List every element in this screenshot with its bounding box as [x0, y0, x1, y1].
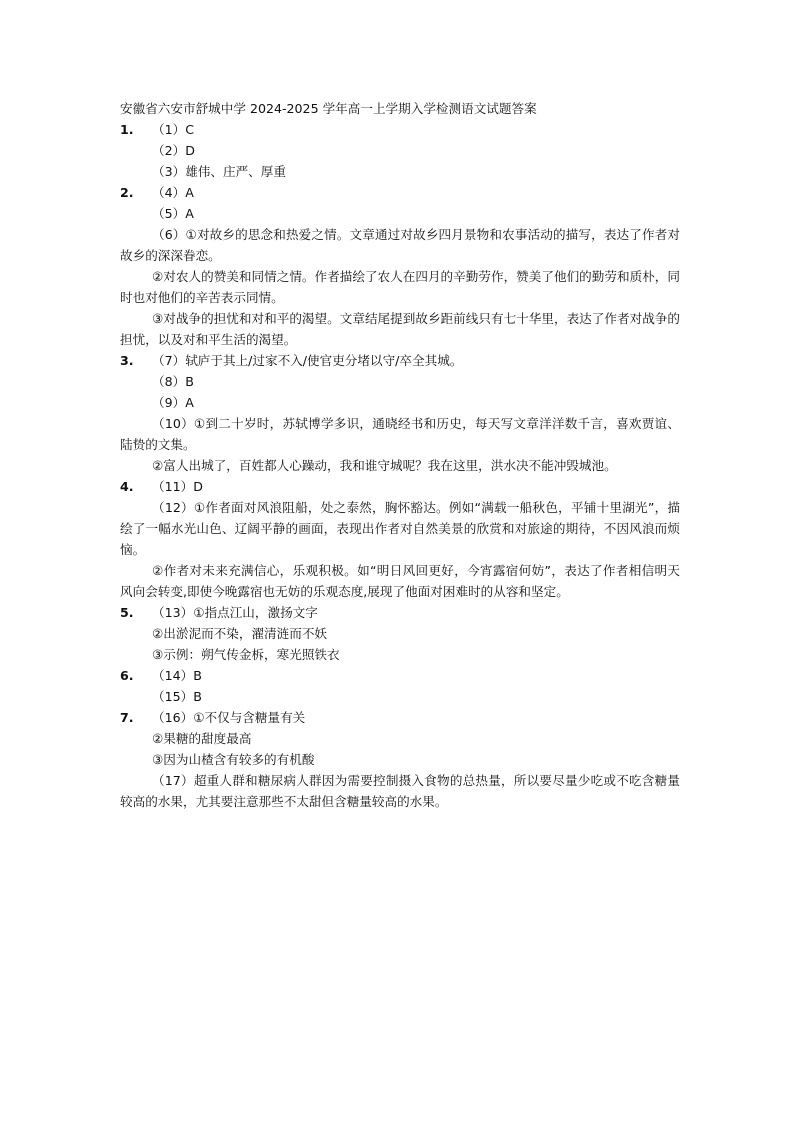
- question-number: 2.: [120, 185, 134, 200]
- question-7: [120, 707, 680, 728]
- question-number: 1.: [120, 122, 134, 137]
- answer-5: （5）A: [152, 206, 194, 221]
- question-6: [120, 665, 680, 686]
- question-4: [120, 476, 680, 497]
- question-number: 3.: [120, 353, 134, 368]
- answer-17: （17）超重人群和糖尿病人群因为需要控制摄入食物的总热量，所以要尽量少吃或不吃含糖量较高的水果，尤其要注意那些不太甜但含糖量较高的水果。: [120, 773, 680, 809]
- answer-10-part-2: ②富人出城了，百姓都人心躁动，我和谁守城呢？我在这里，洪水决不能冲毁城池。: [152, 458, 617, 473]
- answer-16-1: （16）①不仅与含糖量有关: [152, 710, 306, 725]
- answer-1: （1）C: [152, 122, 194, 137]
- answer-3: （3）雄伟、庄严、厚重: [152, 164, 286, 179]
- question-number: 5.: [120, 605, 134, 620]
- document-title: 安徽省六安市舒城中学 2024-2025 学年高一上学期入学检测语文试题答案: [120, 101, 537, 116]
- answer-13-2: ②出淤泥而不染，濯清涟而不妖: [152, 626, 328, 641]
- answer-13-1: （13）①指点江山，激扬文字: [152, 605, 318, 620]
- answer-6-part-1: （6）①对故乡的思念和热爱之情。文章通过对故乡四月景物和农事活动的描写，表达了作者对故乡的深深眷恋。: [120, 227, 680, 263]
- answer-10-part-1: （10）①到二十岁时，苏轼博学多识，通晓经书和历史，每天写文章洋洋数千言，喜欢贾谊、陆贽的文集。: [120, 416, 680, 452]
- question-number: 6.: [120, 668, 134, 683]
- answer-7: （7）轼庐于其上/过家不入/使官吏分堵以守/卒全其城。: [152, 353, 463, 368]
- answer-6-part-2: ②对农人的赞美和同情之情。作者描绘了农人在四月的辛勤劳作，赞美了他们的勤劳和质朴，同时也对他们的辛苦表示同情。: [120, 269, 680, 305]
- answer-6-part-3: ③对战争的担忧和对和平的渴望。文章结尾提到故乡距前线只有七十华里，表达了作者对战争的担忧，以及对和平生活的渴望。: [120, 311, 680, 347]
- question-1: [120, 119, 680, 140]
- answer-9: （9）A: [152, 395, 194, 410]
- question-5: [120, 602, 680, 623]
- answer-11: （11）D: [152, 479, 203, 494]
- question-number: 7.: [120, 710, 134, 725]
- answer-4: （4）A: [152, 185, 194, 200]
- answer-16-3: ③因为山楂含有较多的有机酸: [152, 752, 315, 767]
- answer-content: [120, 98, 680, 812]
- answer-13-3: ③示例：朔气传金柝，寒光照铁衣: [152, 647, 340, 662]
- question-3: [120, 350, 680, 371]
- answer-12-part-2: ②作者对未来充满信心，乐观积极。如“明日风回更好，今宵露宿何妨”，表达了作者相信明天风向会转变,即使今晚露宿也无妨的乐观态度,展现了他面对困难时的从容和坚定。: [120, 563, 680, 599]
- question-number: 4.: [120, 479, 134, 494]
- answer-12-part-1: （12）①作者面对风浪阻船，处之泰然，胸怀豁达。例如“满载一船秋色，平铺十里湖光”，描绘了一幅水光山色、辽阔平静的画面，表现出作者对自然美景的欣赏和对旅途的期待，不因风浪而烦恼。: [120, 500, 680, 557]
- answer-2: （2）D: [152, 143, 195, 158]
- answer-16-2: ②果糖的甜度最高: [152, 731, 252, 746]
- answer-15: （15）B: [152, 689, 202, 704]
- answer-14: （14）B: [152, 668, 202, 683]
- question-2: [120, 182, 680, 203]
- answer-8: （8）B: [152, 374, 194, 389]
